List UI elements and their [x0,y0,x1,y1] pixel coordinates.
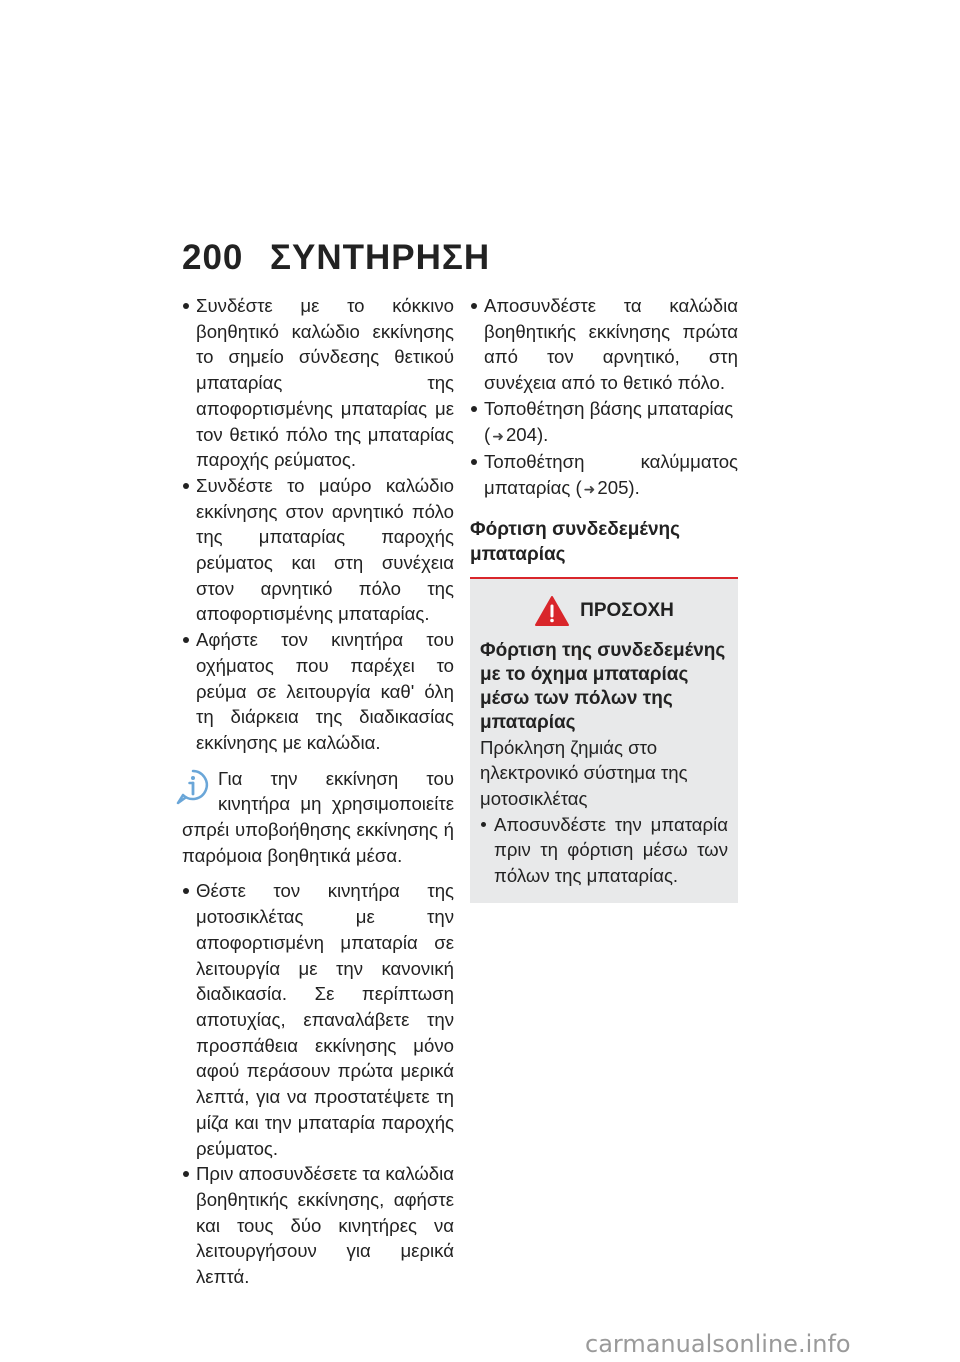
page-reference-arrow-icon[interactable]: ➜ [583,480,596,497]
right-column [470,293,738,903]
bullet-list-b [182,878,454,1289]
warning-heading: Φόρτιση της συνδεδεμένης με το όχημα μπαταρίας μέσω των πόλων της μπαταρίας [480,639,726,733]
warning-box [470,577,738,903]
list-item: Αφήστε τον κινητήρα του οχήματος που παρέχει το ρεύμα σε λειτουργία καθ' όλη τη διάρκεια της διαδικασίας εκκίνησης με καλώδια. [182,627,454,756]
bullet-text: Τοποθέτηση βάσης μπαταρίας [484,397,734,419]
warning-title [480,595,728,627]
ref-close: ). [536,423,549,445]
info-icon [174,766,212,806]
list-item: Πριν αποσυνδέσετε τα καλώδια βοηθητικής εκκίνησης, αφήστε και τους δύο κινητήρες να λειτουργήσουν για μερικά λεπτά. [182,1161,454,1290]
list-item: Συνδέστε με το κόκκινο βοηθητικό καλώδιο εκκίνησης το σημείο σύνδεσης θετικού μπαταρίας της αποφορτισμένης μπαταρίας με τον θετικό πόλο της μπαταρίας παροχής ρεύματος. [182,293,454,473]
subheading: Φόρτιση συνδεδεμένης μπαταρίας [470,518,681,565]
left-column [182,293,454,1290]
page-header [182,238,490,278]
list-item: Αποσυνδέστε την μπαταρία πριν τη φόρτιση μέσω των πόλων της μπαταρίας. [480,812,728,889]
info-note-text: Για την εκκίνηση του κινητήρα μη χρησιμοποιείτε σπρέι υποβοήθησης εκκίνησης ή παρόμοια βοηθητικά μέσα. [182,767,454,866]
list-item [470,449,738,502]
warning-label: ΠΡΟΣΟΧΗ [580,599,674,621]
warning-bullet-list [480,812,728,889]
warning-text: Πρόκληση ζημιάς στο ηλεκτρονικό σύστημα της μοτοσικλέτας [480,736,688,810]
list-item: Συνδέστε το μαύρο καλώδιο εκκίνησης στον αρνητικό πόλο της μπαταρίας παροχής ρεύματος και στη συνέχεια στον αρνητικό πόλο της αποφορτισμένης μπαταρίας. [182,473,454,627]
bullet-list-right [470,293,738,503]
page-number: 200 [182,238,244,277]
page-reference-link[interactable]: 204 [505,423,537,445]
bullet-text: Τοποθέτηση καλύμματος μπαταρίας [484,451,738,498]
list-item: Αποσυνδέστε τα καλώδια βοηθητικής εκκίνησης πρώτα από τον αρνητικό, στη συνέχεια από το θετικό πόλο. [470,293,738,396]
ref-open: ( [484,423,491,445]
info-note [182,766,454,869]
watermark: carmanualsonline.info [585,1330,851,1358]
ref-open: ( [575,476,582,498]
list-item: Θέστε τον κινητήρα της μοτοσικλέτας με την αποφορτισμένη μπαταρία σε λειτουργία με την κανονική διαδικασία. Σε περίπτωση αποτυχίας, επαναλάβετε την προσπάθεια εκκίνησης μόνο αφού περάσουν πρώτα μερικά λεπτά, για να προστατέψετε τη μίζα και την μπαταρία παροχής ρεύματος. [182,878,454,1161]
bullet-list-a [182,293,454,756]
section-title: ΣΥΝΤΗΡΗΣΗ [270,238,491,277]
warning-triangle-icon [534,595,570,627]
ref-close: ). [628,476,640,498]
page-reference-link[interactable]: 205 [597,476,629,498]
list-item [470,396,738,449]
page-reference-arrow-icon[interactable]: ➜ [492,427,504,444]
